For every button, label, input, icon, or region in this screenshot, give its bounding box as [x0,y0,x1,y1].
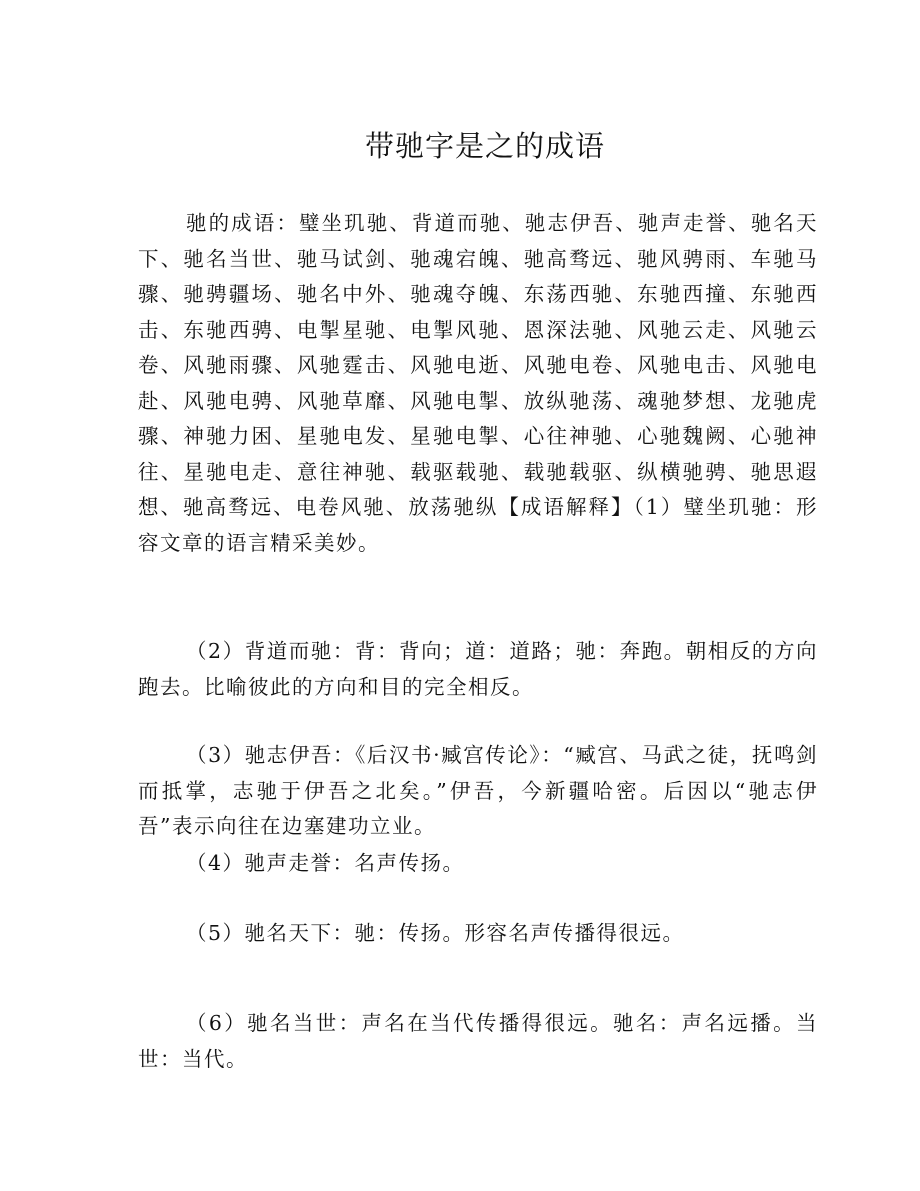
paragraph-explanation-2: （2）背道而驰：背：背向；道：道路；驰：奔跑。朝相反的方向跑去。比喻彼此的方向和目的完全相反。 [138,639,818,699]
paragraph-idiom-list: 驰的成语：璧坐玑驰、背道而驰、驰志伊吾、驰声走誉、驰名天下、驰名当世、驰马试剑、驰魂宕魄、驰高骛远、驰风骋雨、车驰马骤、驰骋疆场、驰名中外、驰魂夺魄、东荡西驰、东驰西撞、东驰西击、东驰西骋、电掣星驰、电掣风驰、恩深法驰、风驰云走、风驰云卷、风驰雨骤、风驰霆击、风驰电逝、风驰电卷、风驰电击、风驰电赴、风驰电骋、风驰草靡、风驰电掣、放纵驰荡、魂驰梦想、龙驰虎骤、神驰力困、星驰电发、星驰电掣、心往神驰、心驰魏阙、心驰神往、星驰电走、意往神驰、载驱载驰、载驰载驱、纵横驰骋、驰思遐想、驰高骛远、电卷风驰、放荡驰纵【成语解释】（1）璧坐玑驰：形容文章的语言精采美妙。 [138,211,818,555]
page-title: 带驰字是之的成语 [364,129,605,163]
paragraph-explanation-6: （6）驰名当世：声名在当代传播得很远。驰名：声名远播。当世：当代。 [138,1011,818,1071]
paragraph-explanation-3: （3）驰志伊吾：《后汉书·臧宫传论》：“臧宫、马武之徒，抚鸣剑而抵掌，志驰于伊吾之北矣。”伊吾，今新疆哈密。后因以“驰志伊吾”表示向往在边塞建功立业。 [138,743,818,838]
paragraph-explanation-4: （4）驰声走誉：名声传扬。 [186,851,465,875]
paragraph-explanation-5: （5）驰名天下：驰：传扬。形容名声传播得很远。 [186,921,685,945]
